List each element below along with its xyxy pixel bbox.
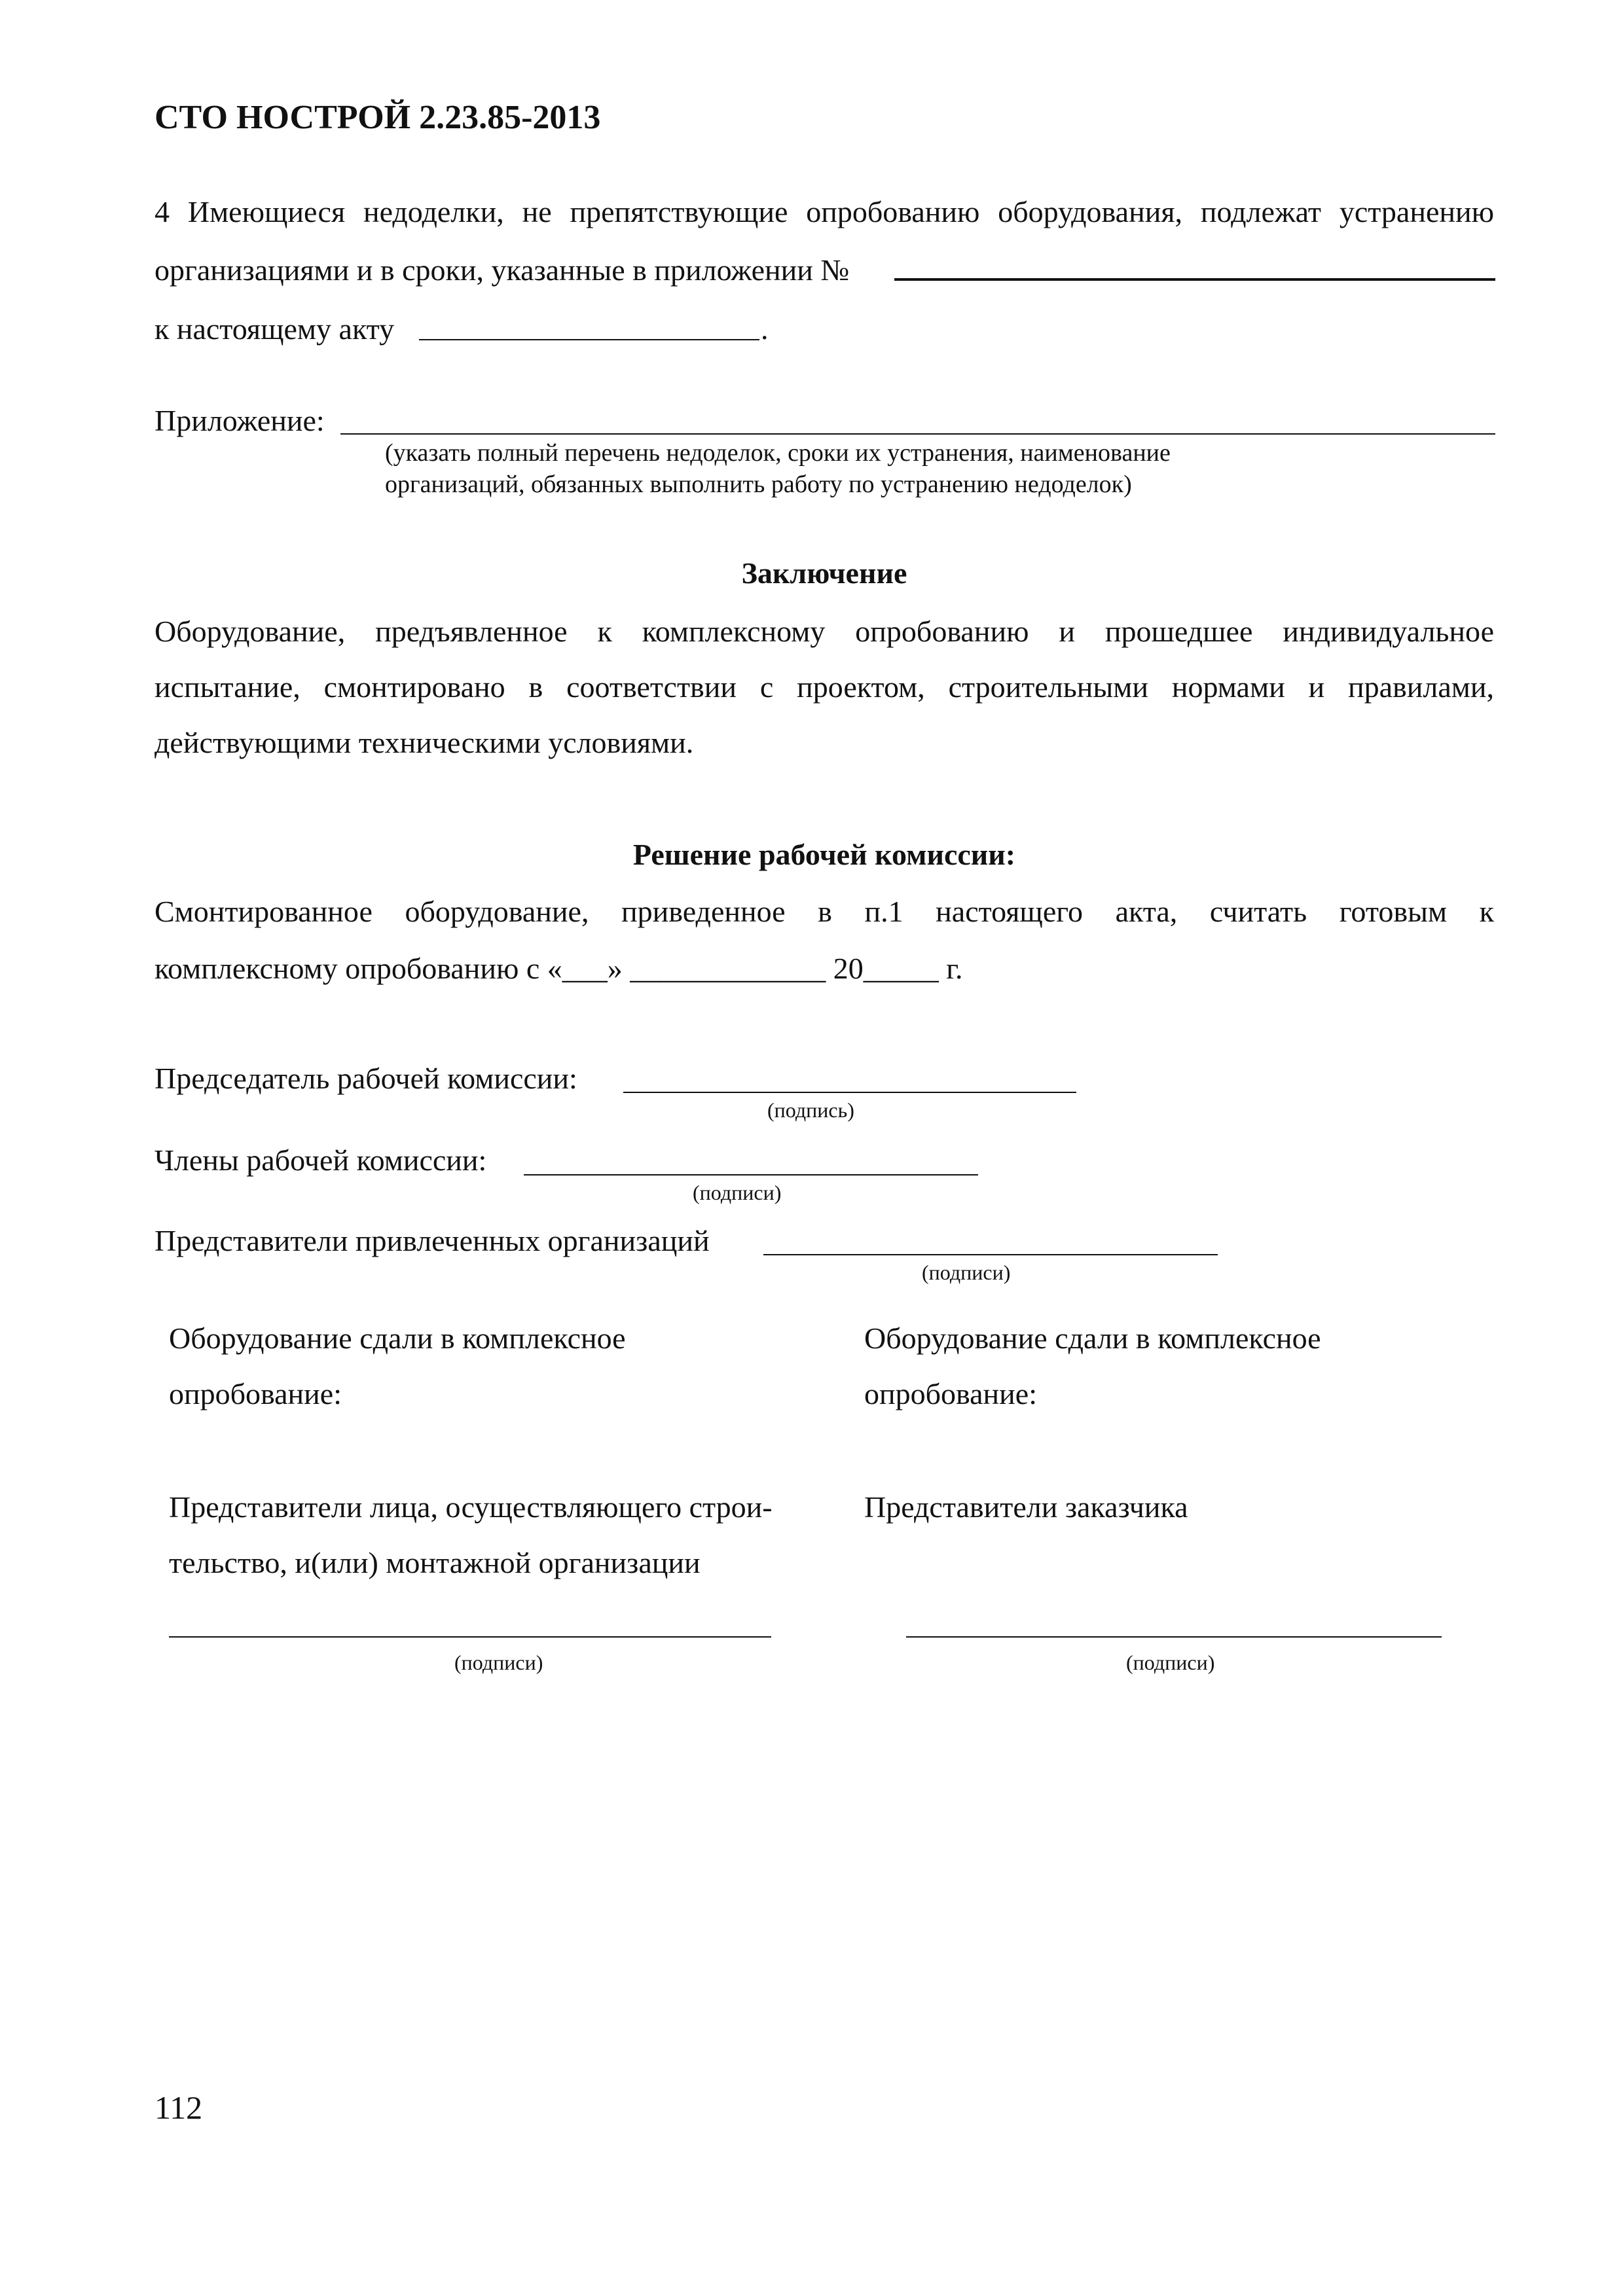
handover-right-reps-line1: Представители заказчика <box>864 1490 1188 1524</box>
handover-left-signature-hint: (подписи) <box>454 1651 543 1674</box>
members-label: Члены рабочей комиссии: <box>155 1143 487 1177</box>
conclusion-heading: Заключение <box>741 556 907 590</box>
item4-line3-end: . <box>761 312 769 346</box>
document-code-header: СТО НОСТРОЙ 2.23.85-2013 <box>155 99 601 136</box>
conclusion-line2: испытание, смонтировано в соответствии с проектом, строительными нормами и правилами, <box>155 670 1494 704</box>
chairman-signature-field[interactable] <box>623 1092 1076 1093</box>
item4-line2: организациями и в сроки, указанные в приложении № <box>155 253 850 287</box>
representatives-label: Представители привлеченных организаций <box>155 1224 710 1257</box>
appendix-field[interactable] <box>340 433 1495 435</box>
handover-left-signature-field[interactable] <box>169 1636 771 1638</box>
handover-right-title-line1: Оборудование сдали в комплексное <box>864 1321 1321 1355</box>
appendix-hint-line1: (указать полный перечень недоделок, сроки их устранения, наименование <box>385 439 1171 467</box>
conclusion-line1: Оборудование, предъявленное к комплексному опробованию и прошедшее индивидуальное <box>155 615 1494 648</box>
appendix-number-field[interactable] <box>894 278 1495 281</box>
members-signature-field[interactable] <box>524 1174 978 1175</box>
appendix-label: Приложение: <box>155 404 325 437</box>
members-signature-hint: (подписи) <box>693 1181 782 1204</box>
appendix-hint-line2: организаций, обязанных выполнить работу по устранению недоделок) <box>385 471 1132 498</box>
representatives-signature-hint: (подписи) <box>922 1261 1011 1284</box>
chairman-label: Председатель рабочей комиссии: <box>155 1062 577 1095</box>
decision-line1: Смонтированное оборудование, приведенное в п.1 настоящего акта, считать готовым к <box>155 895 1494 928</box>
act-reference-field[interactable] <box>419 339 759 340</box>
representatives-signature-field[interactable] <box>763 1254 1218 1255</box>
page-number: 112 <box>155 2089 203 2126</box>
item4-line1: 4 Имеющиеся недоделки, не препятствующие опробованию оборудования, подлежат устранению <box>155 195 1494 228</box>
conclusion-line3: действующими техническими условиями. <box>155 726 694 759</box>
handover-right-signature-hint: (подписи) <box>1126 1651 1215 1674</box>
handover-left-title-line1: Оборудование сдали в комплексное <box>169 1321 626 1355</box>
chairman-signature-hint: (подпись) <box>767 1098 854 1122</box>
decision-heading: Решение рабочей комиссии: <box>632 838 1016 871</box>
handover-left-reps-line1: Представители лица, осуществляющего строи- <box>169 1490 773 1524</box>
decision-line2: комплексному опробованию с «___» _____________ 20_____ г. <box>155 952 963 985</box>
item4-line3-prefix: к настоящему акту <box>155 312 395 346</box>
handover-right-title-line2: опробование: <box>864 1377 1037 1410</box>
handover-left-reps-line2: тельство, и(или) монтажной организации <box>169 1546 701 1579</box>
handover-right-signature-field[interactable] <box>906 1636 1442 1638</box>
handover-left-title-line2: опробование: <box>169 1377 342 1410</box>
